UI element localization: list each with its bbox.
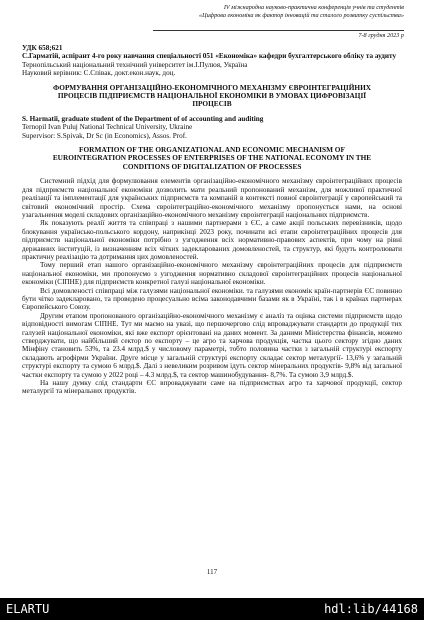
author-en: S. Harmatii, graduate student of the Department of of accounting and auditing <box>22 114 264 123</box>
header-line-2: «Цифрова економіка як фактор інновацій та сталого розвитку суспільства» <box>199 11 404 19</box>
paragraph: На нашу думку слід стандарти ЄС впроваджувати саме на підприємствах агро та харчової продукції, сектор металургії та мінеральних продуктів. <box>22 379 402 396</box>
repository-footer <box>0 598 424 620</box>
handle-link[interactable]: hdl:lib/44168 <box>324 602 418 616</box>
institution-en: Ternopil Ivan Puluj National Technical University, Ukraine <box>22 123 193 132</box>
page-number: 117 <box>206 568 218 576</box>
conference-header <box>154 4 404 19</box>
paragraph: Системний підхід для формулювання елементів організаційно-економічного механізму євроінтеграційних процесів для підприємств національної економіки дозволить мати реальний пропонований механізм, для можливої практичної реалізації та імплементації для українських підприємств та компаній в контексті повної євроінтеграції у європейський та світовий економічний простір. Схема євроінтеграційно-економічного механізму пропонується нами, на основі узагальнення моделі складових організаційно-економічного механізму євроінтеграції національних підприємств. <box>22 177 402 219</box>
author-uk: С.Гарматій, аспірант 4-го року навчання спеціальності 051 «Економіка» кафедри бухгалтерського обліку та аудиту <box>22 52 397 61</box>
paragraph: Другим етапом пропонованого організаційно-економічного механізму є аналіз та оцінка системи підприємств щодо відповідності вимогам СІПНЕ. Тут ми маємо на увазі, що першочергово слід впроваджувати стандарти до продукції тих галузей національної економіки, які вже експорт орієнтовані на даних момент. За даними Міністерства фінансів, можемо стверджувати, що найбільший сектор по експорту – це агро та харчова продукція, частка цього сектору згідно даних Мінфіну становить 53%, та 23.4 млрд.$ у числовому параметрі, тобто половина частки з загальній структурі експорту складають агрофірми України. Друге місце у загальній структурі експорту складає сектор металургії- 13,6% у загальній структурі експорту та сумою 6 млрд.$. Далі з невеликим розривом ідуть сектор мінеральних продуктів- 9,8% від загальної частки експорту та сумою у 2022 році – 4.3 млрд.$, та сектор машинобудування- 8,7%. Та сумою 3,9 млрд.$. <box>22 311 402 379</box>
supervisor-uk: Науковий керівник: С.Співак, докт.екон.наук, доц. <box>22 69 176 78</box>
conference-date: 7-8 грудня 2023 р <box>358 32 404 39</box>
institution-uk: Тернопільський національний технічний університет ім.І.Пулюя, Україна <box>22 60 248 69</box>
repository-name: ELARTU <box>6 602 50 616</box>
article-title-en: FORMATION OF THE ORGANIZATIONAL AND ECONOMIC MECHANISM OF EUROINTEGRATION PROCESSES OF ENTERPRISES OF THE NATIONAL ECONOMY IN THE CONDITIONS OF DIGITALIZATION OF PROCESSES <box>52 145 372 171</box>
udc-code: УДК 658;621 <box>22 44 63 52</box>
supervisor-en: Supervisor: S.Spivak, Dr Sc (in Economics), Assos. Prof. <box>22 131 187 140</box>
header-divider <box>153 30 404 31</box>
article-body <box>22 44 402 396</box>
paragraph: Тому перший етап нашого організаційно-економічного механізму євроінтеграційних процесів для підприємств національної економіки, ми пропонуємо з узгодження нормативно складової євроінтеграційних процесів національної економіки (СІПНЕ) для підприємств конкретної галузі національної економіки. <box>22 261 402 287</box>
article-title-uk: ФОРМУВАННЯ ОРГАНІЗАЦІЙНО-ЕКОНОМІЧНОГО МЕХАНІЗМУ ЄВРОІНТЕГРАЦІЙНИХ ПРОЦЕСІВ ПІДПРИЄМСТВ НАЦІОНАЛЬНОЇ ЕКОНОМІКИ В УМОВАХ ЦИФРОВІЗАЦІЇ ПРОЦЕСІВ <box>52 82 372 109</box>
header-line-1: IV міжнародна науково-практична конференція учнів та студентів <box>223 4 404 11</box>
paragraph: Як показують реалії життя та співпраці з нашими партнерами з ЄС, а саме акції польських перевізників, щодо блокування українсько-польського кордону, наприкінці 2023 року, починати всі етапи євроінтеграційних процесів для підприємств національної економіки потрібно з узгодження всіх нормативно-правових аспектів, при чому на рівні державних інституцій, із визначенням всіх чітких задекларованих домовленостей, та структур, які будуть контролювати практичну реалізацію та дотримання цих домовленостей. <box>22 219 402 261</box>
paragraph: Всі домовленості співпраці між галузями національної економіки. та галузями економік країн-партнерів ЄС повинно бути чітко задекларовано, та проведено процесуально всіма законодавчими базами як в Україні, так і в країнах партнерах Європейського Союзу. <box>22 286 402 312</box>
